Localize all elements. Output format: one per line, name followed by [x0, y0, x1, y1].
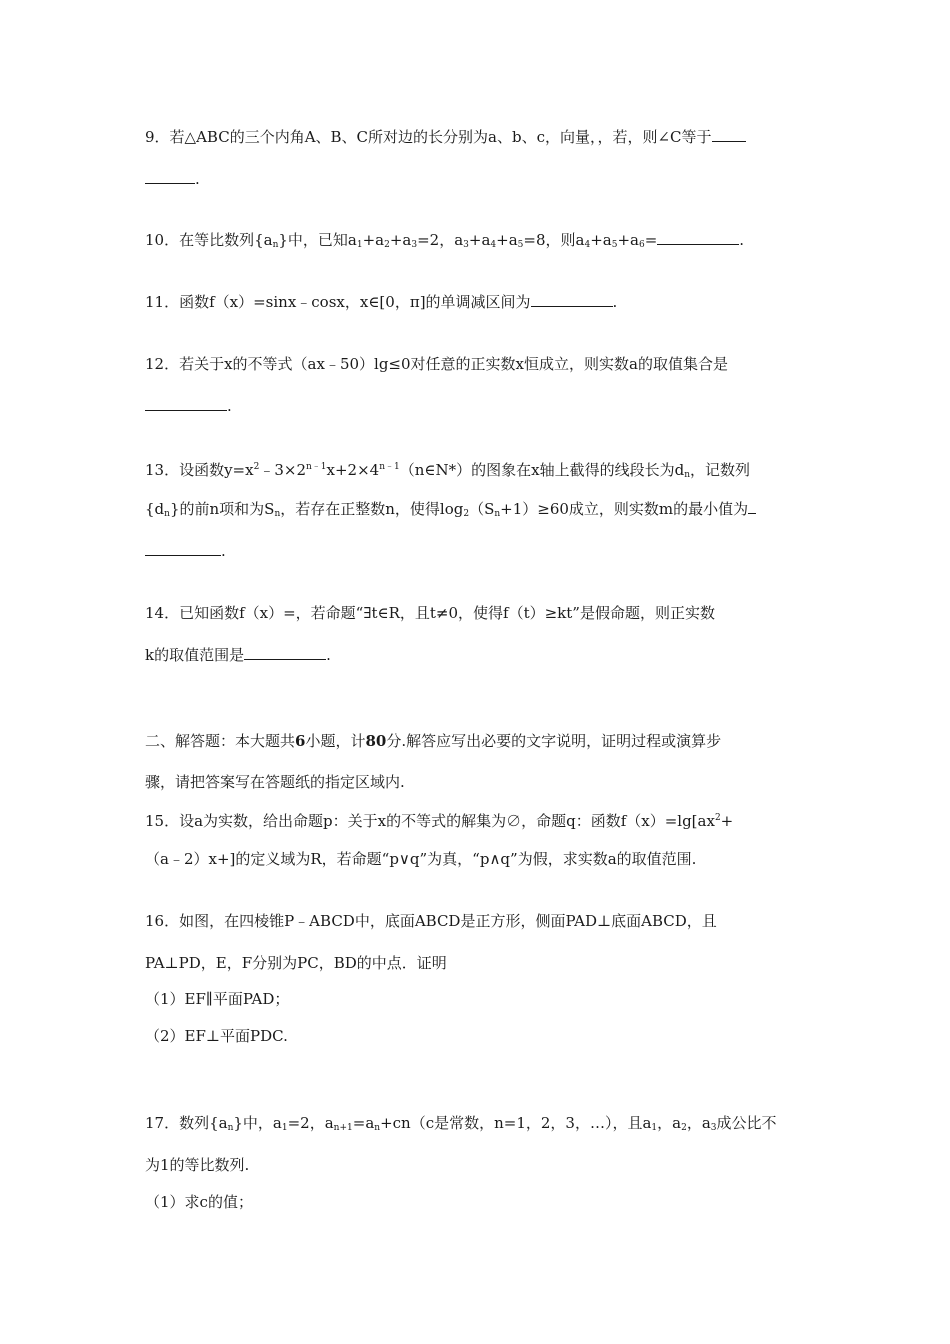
q10-blank	[657, 230, 739, 245]
q12-line2: .	[145, 396, 232, 416]
q17-line2: 为1的等比数列.	[145, 1156, 250, 1174]
q13-line3: .	[145, 541, 226, 561]
q11-line: 11．函数f（x）=sinx﹣cosx，x∈[0，π]的单调减区间为 .	[145, 293, 618, 311]
q9-text: 9．若△ABC的三个内角A、B、C所对边的长分别为a、b、c，向量，，若，则∠C等于	[145, 128, 712, 146]
q15-line1: 15．设a为实数，给出命题p：关于x的不等式的解集为∅，命题q：函数$f(x)=\lg[ax^2+$	[145, 812, 734, 830]
q13-line2: $\{d_n\}$的前n项和为$S_n$，若存在正整数n，使得$\log_2(S_n+1)\ge 60$成立，则实数m的最小值为	[145, 499, 756, 524]
q15-line2: （a﹣2）x+]的定义域为R，若命题“p∨q”为真，“p∧q”为假，求实数a的取值范围.	[145, 850, 697, 868]
q16-line1: 16．如图，在四棱锥P﹣ABCD中，底面ABCD是正方形，侧面PAD⊥底面ABCD，且	[145, 912, 717, 930]
q12-blank	[145, 396, 227, 411]
q16-line2: PA⊥PD，E，F分别为PC，BD的中点．证明	[145, 954, 447, 972]
q16-line3: （1）EF∥平面PAD；	[145, 990, 290, 1008]
q13-blank	[748, 499, 756, 514]
q14-line2: k的取值范围是 .	[145, 646, 331, 664]
q9-blank	[712, 127, 746, 142]
section2-line1: 二、解答题：本大题共6小题，计80分.解答应写出必要的文字说明，证明过程或演算步	[145, 732, 722, 750]
q11-blank	[531, 292, 613, 307]
q14-blank	[244, 645, 326, 660]
section2-line2: 骤，请把答案写在答题纸的指定区域内.	[145, 773, 405, 791]
q16-line4: （2）EF⊥平面PDC.	[145, 1027, 288, 1045]
q14-line1: 14．已知函数f（x）=，若命题“∃t∈R，且t≠0，使得f（t）≥kt”是假命题，则正实数	[145, 604, 715, 622]
q9-line2: .	[145, 169, 200, 189]
q9-line1	[145, 127, 746, 147]
q17-line1: 17．数列$\{a_n\}$中，$a_1=2$，$a_{n+1}=a_n+cn(c$是常数，n=1，2，3，…），且$a_1$，$a_2$，$a_3$成公比不	[145, 1114, 777, 1133]
q13-blank-2	[145, 541, 221, 556]
q10-line: 10．在等比数列$\{a_n\}$中，已知$a_1+a_2+a_3=2$，$a_3+a_4+a_5=8$，则$a_4+a_5+a_6=$ .	[145, 231, 745, 250]
q12-line1: 12．若关于x的不等式（ax﹣50）lg≤0对任意的正实数x恒成立，则实数a的取值集合是	[145, 355, 728, 373]
q9-blank-2	[145, 169, 195, 184]
q17-line3: （1）求c的值；	[145, 1193, 253, 1211]
q13-line1: 13．设函数$y=x^2﹣3\times 2^{n﹣1}x+2\times 4^{n﹣1}(n\in N*)$的图象在x轴上截得的线段长为$d_n$，记数列	[145, 461, 750, 480]
